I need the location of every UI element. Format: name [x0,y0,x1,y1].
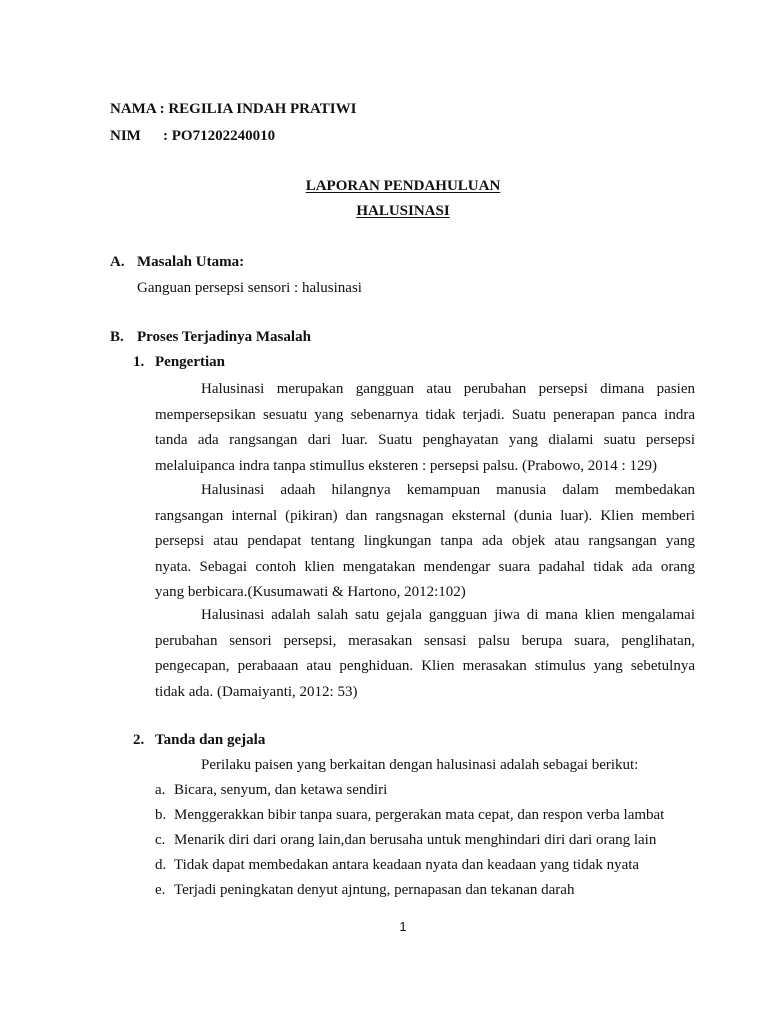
paragraph-3-line: Halusinasi adalah salah satu gejala gangguan jiwa di mana klien mengalamai [201,607,695,623]
subsection-2-intro: Perilaku paisen yang berkaitan dengan halusinasi adalah sebagai berikut: [201,757,639,773]
paragraph-3 [155,603,695,705]
paragraph-3-line: perubahan sensori persepsi, merasakan sensasi palsu berupa suara, penglihatan, [155,632,695,649]
list-item: Bicara, senyum, dan ketawa sendiri [174,782,388,798]
paragraph-2 [155,478,695,606]
list-item-marker: a. [155,782,166,798]
subsection-2-marker: 2. [133,732,145,748]
section-b-marker: B. [110,329,124,345]
paragraph-1-line: melaluipanca indra tanpa stimullus eksteren : persepsi palsu. (Prabowo, 2014 : 129) [155,457,657,474]
document-title: LAPORAN PENDAHULUAN [305,178,501,194]
nim-label: NIM [110,128,141,144]
list-item-marker: d. [155,857,167,873]
paragraph-3-line: tidak ada. (Damaiyanti, 2012: 53) [155,683,358,700]
section-a-marker: A. [110,254,125,270]
paragraph-1-line: mempersepsikan sesuatu yang sebenarnya tidak terjadi. Suatu penerapan panca indra [155,406,695,423]
subsection-2-heading: Tanda dan gejala [155,732,266,748]
document-subtitle: HALUSINASI [356,203,450,219]
page-number: 1 [399,919,407,934]
paragraph-1-line: Halusinasi merupakan gangguan atau perubahan persepsi dimana pasien [201,381,695,397]
paragraph-2-line: Halusinasi adaah hilangnya kemampuan manusia dalam membedakan [201,482,695,498]
list-item-marker: b. [155,807,167,823]
paragraph-2-line: yang berbicara.(Kusumawati & Hartono, 2012:102) [155,584,466,600]
paragraph-2-line: nyata. Sebagai contoh klien mengatakan mendengar suara padahal tidak ada orang [155,558,695,575]
subsection-1-heading: Pengertian [155,354,225,370]
section-a-text: Ganguan persepsi sensori : halusinasi [137,280,362,296]
paragraph-2-line: persepsi atau pendapat tentang lingkungan tanpa ada objek atau rangsangan yang [155,533,695,549]
list-item-marker: c. [155,832,166,848]
subsection-1-marker: 1. [133,354,145,370]
section-a-heading: Masalah Utama: [137,254,245,270]
list-item: Tidak dapat membedakan antara keadaan nyata dan keadaan yang tidak nyata [174,857,640,873]
list-item: Terjadi peningkatan denyut ajntung, pernapasan dan tekanan darah [174,882,575,898]
list-item-marker: e. [155,882,166,898]
nim-value: : PO71202240010 [163,128,276,144]
section-b-heading: Proses Terjadinya Masalah [137,329,311,345]
paragraph-2-line: rangsangan internal (pikiran) dan rangsnagan eksternal (dunia luar). Klien memberi [155,507,695,524]
student-name: NAMA : REGILIA INDAH PRATIWI [110,101,357,117]
paragraph-1 [155,377,695,479]
paragraph-1-line: tanda ada rangsangan dari luar. Suatu penghayatan yang dialami suatu persepsi [155,432,695,448]
list-item: Menarik diri dari orang lain,dan berusaha untuk menghindari diri dari orang lain [174,832,657,848]
paragraph-3-line: pengecapan, perabaaan atau penghiduan. Klien merasakan stimulus yang sebetulnya [155,658,695,674]
list-item: Menggerakkan bibir tanpa suara, pergerakan mata cepat, dan respon verba lambat [174,807,665,823]
